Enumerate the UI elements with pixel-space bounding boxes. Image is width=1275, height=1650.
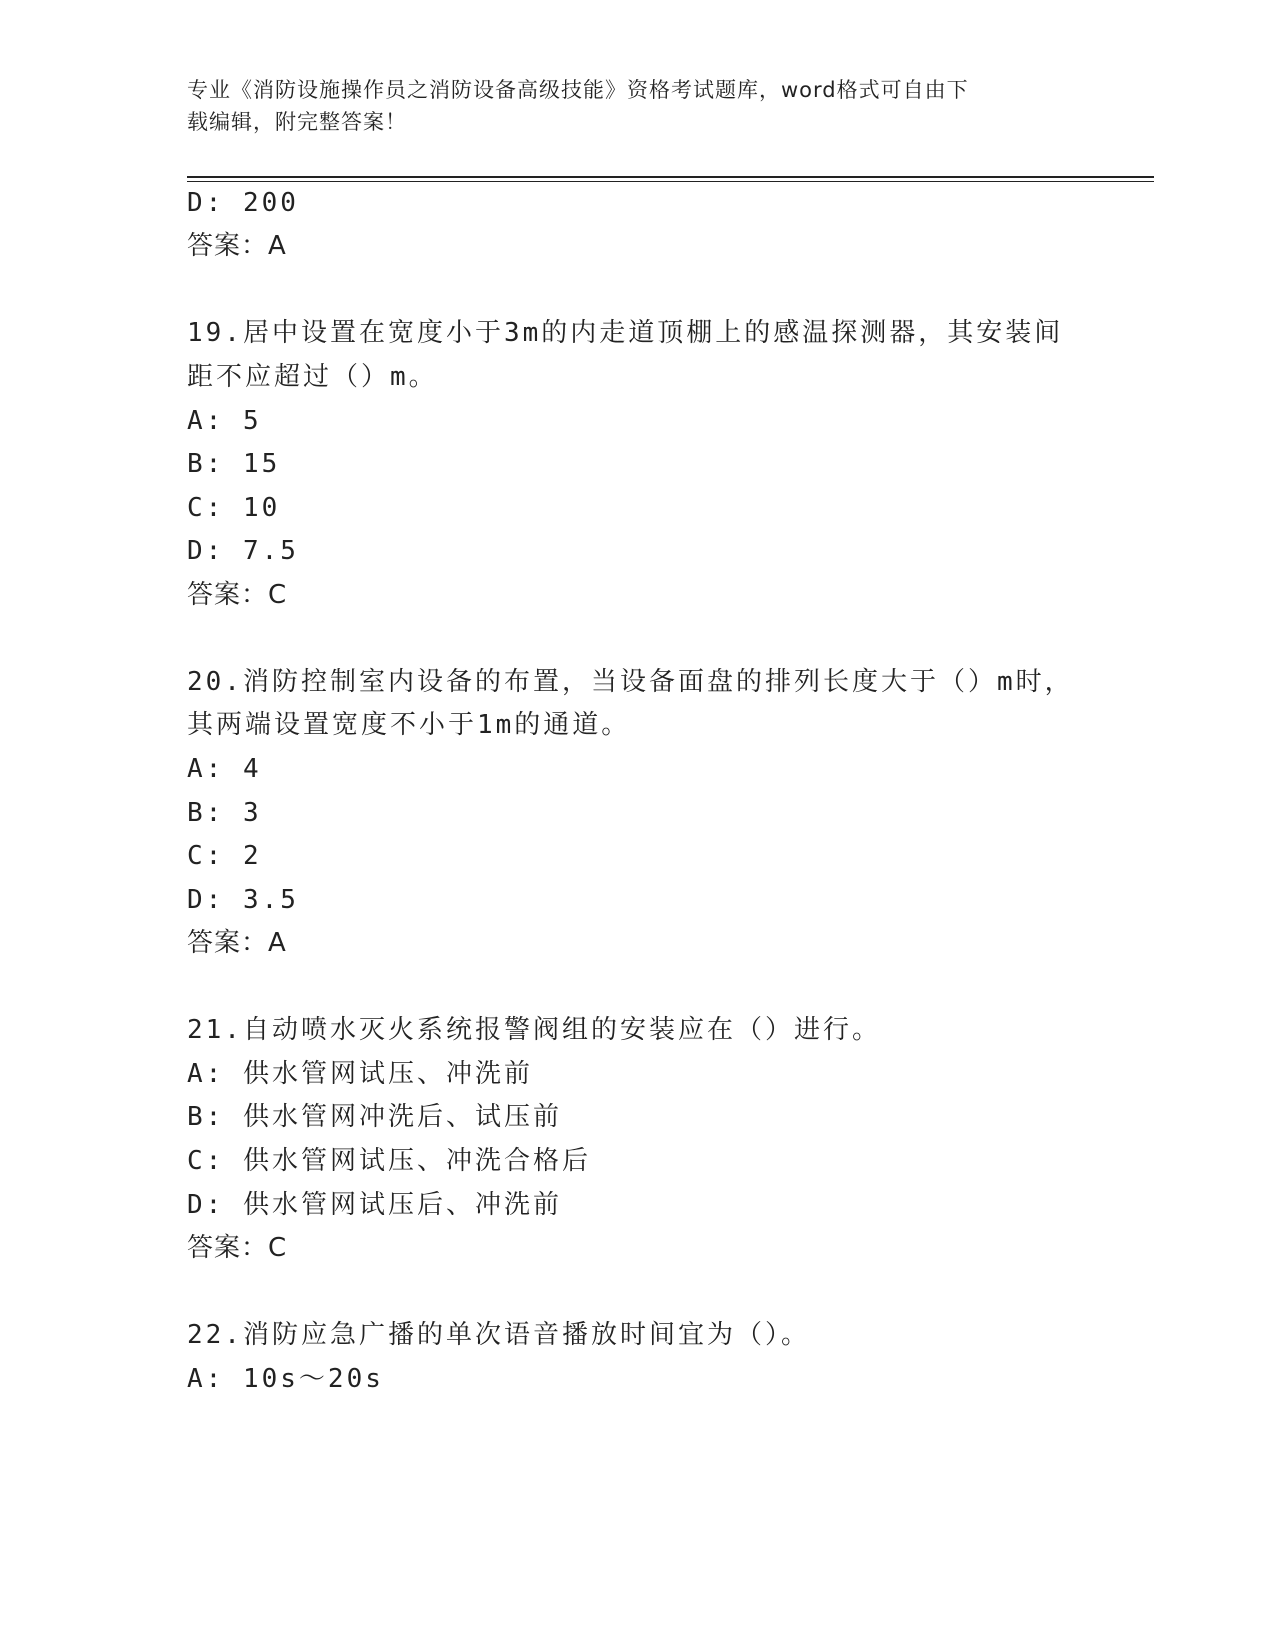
question-21-option-b: B: 供水管网冲洗后、试压前 (187, 1102, 562, 1132)
question-21-option-c: C: 供水管网试压、冲洗合格后 (187, 1146, 591, 1176)
question-21-option-a: A: 供水管网试压、冲洗前 (187, 1059, 533, 1089)
question-21-answer: 答案：C (187, 1233, 288, 1263)
document-header (187, 74, 1087, 138)
question-20-stem-line-1: 20.消防控制室内设备的布置，当设备面盘的排列长度大于（）m时， (187, 667, 1074, 697)
question-20-stem-line-2: 其两端设置宽度不小于1m的通道。 (187, 710, 631, 740)
option-d: D: 200 (187, 188, 299, 218)
header-line-1: 专业《消防设施操作员之消防设备高级技能》资格考试题库，word格式可自由下 (187, 78, 969, 102)
question-19-option-c: C: 10 (187, 493, 281, 523)
answer-line: 答案：A (187, 231, 287, 261)
header-divider-thick (187, 176, 1154, 178)
question-20-answer: 答案：A (187, 928, 287, 958)
question-21-stem: 21.自动喷水灭火系统报警阀组的安装应在（）进行。 (187, 1015, 881, 1045)
question-19-stem-line-2: 距不应超过（）m。 (187, 362, 438, 392)
question-19-answer: 答案：C (187, 580, 288, 610)
question-22-stem: 22.消防应急广播的单次语音播放时间宜为（）。 (187, 1320, 810, 1350)
question-19-option-d: D: 7.5 (187, 536, 299, 566)
question-22-option-a: A: 10s～20s (187, 1364, 384, 1394)
question-20-option-c: C: 2 (187, 841, 262, 871)
question-20-option-a: A: 4 (187, 754, 262, 784)
question-21-option-d: D: 供水管网试压后、冲洗前 (187, 1190, 562, 1220)
question-20-option-d: D: 3.5 (187, 885, 299, 915)
question-19-option-a: A: 5 (187, 406, 262, 436)
question-19-option-b: B: 15 (187, 449, 281, 479)
question-19-stem-line-1: 19.居中设置在宽度小于3m的内走道顶棚上的感温探测器，其安装间 (187, 318, 1064, 348)
header-line-2: 载编辑，附完整答案！ (187, 110, 407, 134)
header-divider-thin (187, 181, 1154, 182)
question-20-option-b: B: 3 (187, 798, 262, 828)
